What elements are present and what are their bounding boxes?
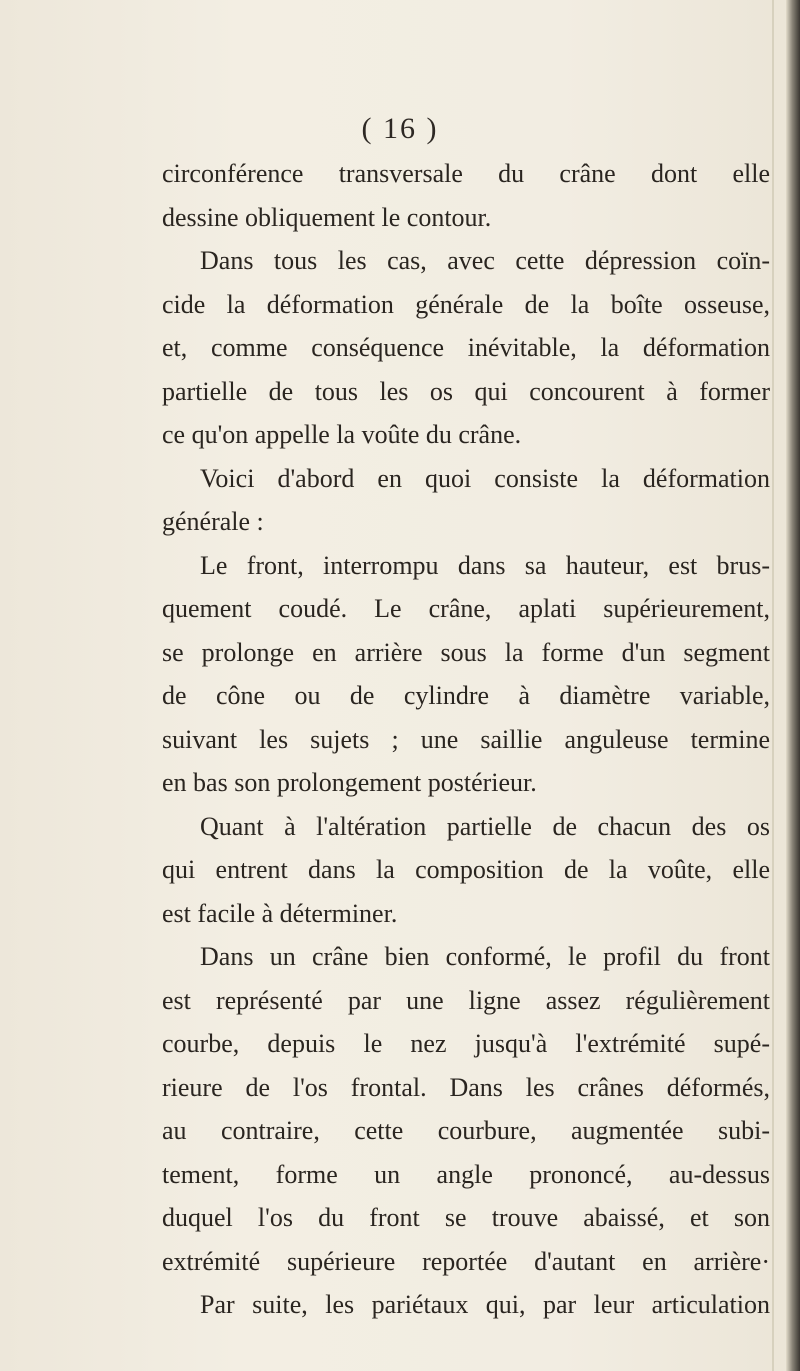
text-line: Le front, interrompu dans sa hauteur, est brus-	[200, 550, 770, 580]
text-line: rieure de l'os frontal. Dans les crânes déformés,	[162, 1072, 770, 1102]
text-line: Dans tous les cas, avec cette dépression coïn-	[200, 246, 770, 275]
page-number: ( 16 )	[361, 112, 439, 145]
text-line: Dans un crâne bien conformé, le profil du front	[200, 942, 770, 971]
text-line: courbe, depuis le nez jusqu'à l'extrémité supé-	[162, 1029, 770, 1058]
text-line: circonférence transversale du crâne dont elle	[162, 159, 770, 188]
text-line: tement, forme un angle prononcé, au-dessus	[162, 1159, 770, 1189]
text-line: qui entrent dans la composition de la voûte, elle	[162, 855, 770, 884]
book-binding-edge	[786, 0, 800, 1371]
text-line: se prolonge en arrière sous la forme d'un segment	[162, 637, 770, 667]
body-text	[162, 152, 770, 1327]
text-line: et, comme conséquence inévitable, la déformation	[162, 333, 770, 362]
binding-shadow-line	[772, 0, 774, 1371]
text-line: suivant les sujets ; une saillie anguleuse termine	[162, 724, 770, 754]
text-line: cide la déformation générale de la boîte osseuse,	[162, 289, 770, 319]
text-line: dessine obliquement le contour.	[162, 202, 492, 232]
text-line: est facile à déterminer.	[162, 898, 398, 928]
text-line: duquel l'os du front se trouve abaissé, et son	[162, 1203, 770, 1232]
text-line: de cône ou de cylindre à diamètre variable,	[162, 681, 770, 710]
text-line: en bas son prolongement postérieur.	[162, 768, 537, 797]
text-line: Voici d'abord en quoi consiste la déformation	[200, 463, 770, 493]
text-line: au contraire, cette courbure, augmentée subi-	[162, 1116, 770, 1145]
text-line: ce qu'on appelle la voûte du crâne.	[162, 420, 522, 449]
text-line: générale :	[162, 507, 264, 536]
text-line: est représenté par une ligne assez régulièrement	[162, 985, 770, 1015]
text-line: quement coudé. Le crâne, aplati supérieurement,	[162, 594, 770, 623]
text-line: partielle de tous les os qui concourent à former	[162, 376, 770, 406]
text-line: Par suite, les pariétaux qui, par leur articulation	[200, 1290, 770, 1319]
text-line: Quant à l'altération partielle de chacun des os	[200, 811, 770, 841]
text-line: extrémité supérieure reportée d'autant en arrière·	[162, 1246, 770, 1276]
